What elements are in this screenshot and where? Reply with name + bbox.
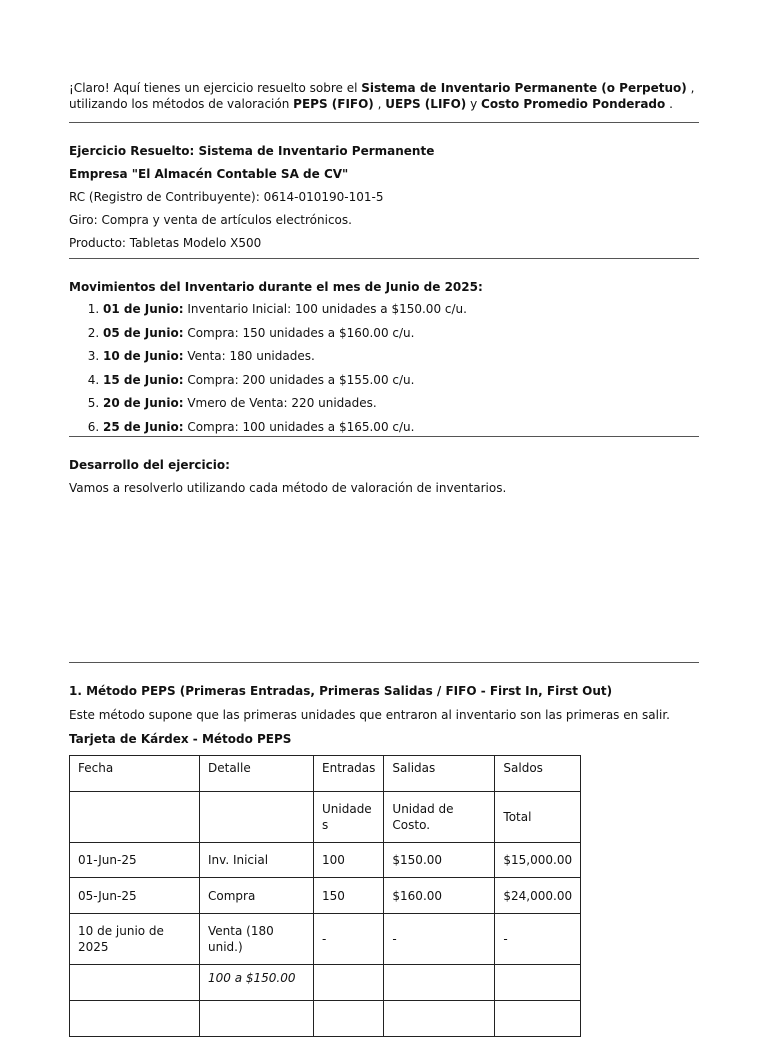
header-cell: Fecha xyxy=(70,756,200,792)
divider xyxy=(69,436,699,437)
movement-date: 15 de Junio: xyxy=(103,372,184,387)
intro-text: ¡Claro! Aquí tienes un ejercicio resuelto sobre el xyxy=(69,81,362,95)
table-header-row xyxy=(70,756,581,792)
table-cell: Venta (180 unid.) xyxy=(200,914,314,965)
peps-section xyxy=(69,683,699,1037)
intro-text: , utilizando los métodos de valoración xyxy=(69,81,695,111)
list-item xyxy=(103,395,699,411)
movement-date: 10 de Junio: xyxy=(103,349,184,363)
intro-bold-system: Sistema de Inventario Permanente (o Perpetuo) xyxy=(361,81,687,95)
list-item xyxy=(103,348,699,364)
header-cell: Entradas xyxy=(314,756,384,792)
peps-heading: 1. Método PEPS (Primeras Entradas, Primeras Salidas / FIFO - First In, First Out) xyxy=(69,684,613,698)
movement-text: Venta: 180 unidades. xyxy=(183,349,315,363)
header-cell: Salidas xyxy=(384,756,495,792)
movement-date: 01 de Junio: xyxy=(103,302,184,316)
intro-bold-peps: PEPS (FIFO) xyxy=(293,97,374,111)
table-cell xyxy=(384,1001,495,1037)
company-giro: Giro: Compra y venta de artículos electrónicos. xyxy=(69,213,352,227)
intro-bold-ueps: UEPS (LIFO) xyxy=(385,97,467,111)
table-cell xyxy=(495,1001,581,1037)
exercise-heading: Ejercicio Resuelto: Sistema de Inventario Permanente xyxy=(69,144,435,158)
movement-date: 25 de Junio: xyxy=(103,419,184,434)
company-name: Empresa "El Almacén Contable SA de CV" xyxy=(69,167,349,181)
kardex-table xyxy=(69,755,581,1037)
table-cell: - xyxy=(314,914,384,965)
movements-list xyxy=(69,301,699,435)
table-cell: 150 xyxy=(314,878,384,914)
subheader-cell xyxy=(200,792,314,843)
movement-date: 05 de Junio: xyxy=(103,325,184,340)
table-cell: $150.00 xyxy=(384,843,495,878)
table-row xyxy=(70,914,581,965)
table-cell xyxy=(200,1001,314,1037)
intro-text: y xyxy=(466,97,482,111)
intro-paragraph xyxy=(69,80,699,112)
table-cell: - xyxy=(384,914,495,965)
movement-text: Compra: 150 unidades a $160.00 c/u. xyxy=(183,325,415,340)
table-cell: $24,000.00 xyxy=(495,878,581,914)
movements-section xyxy=(69,279,699,435)
table-cell: 100 a $150.00 xyxy=(200,965,314,1001)
table-cell xyxy=(314,965,384,1001)
movement-text: Inventario Inicial: 100 unidades a $150.00 c/u. xyxy=(183,302,467,316)
peps-description: Este método supone que las primeras unidades que entraron al inventario son las primeras en salir. xyxy=(69,708,670,722)
table-row xyxy=(70,965,581,1001)
document xyxy=(69,80,699,1037)
list-item xyxy=(103,419,699,435)
table-cell: - xyxy=(495,914,581,965)
kardex-title: Tarjeta de Kárdex - Método PEPS xyxy=(69,732,292,746)
table-cell: 05-Jun-25 xyxy=(70,878,200,914)
intro-text: . xyxy=(665,97,673,111)
movement-date: 20 de Junio: xyxy=(103,396,184,410)
subheader-cell: Unidades xyxy=(314,792,384,843)
development-text: Vamos a resolverlo utilizando cada método de valoración de inventarios. xyxy=(69,481,507,495)
movements-heading: Movimientos del Inventario durante el mes de Junio de 2025: xyxy=(69,280,483,294)
table-cell: 01-Jun-25 xyxy=(70,843,200,878)
table-cell: $15,000.00 xyxy=(495,843,581,878)
list-item xyxy=(103,372,699,388)
table-cell: 100 xyxy=(314,843,384,878)
list-item xyxy=(103,301,699,317)
table-cell xyxy=(70,1001,200,1037)
company-product: Producto: Tabletas Modelo X500 xyxy=(69,236,262,250)
movement-text: Vmero de Venta: 220 unidades. xyxy=(183,396,377,410)
table-cell: $160.00 xyxy=(384,878,495,914)
divider xyxy=(69,662,699,663)
table-cell: 10 de junio de 2025 xyxy=(70,914,200,965)
table-row xyxy=(70,878,581,914)
subheader-cell xyxy=(70,792,200,843)
table-cell: Inv. Inicial xyxy=(200,843,314,878)
divider xyxy=(69,122,699,123)
header-cell: Detalle xyxy=(200,756,314,792)
subheader-cell: Total xyxy=(495,792,581,843)
list-item xyxy=(103,325,699,341)
movement-text: Compra: 100 unidades a $165.00 c/u. xyxy=(183,419,415,434)
divider xyxy=(69,258,699,259)
table-subheader-row xyxy=(70,792,581,843)
table-cell xyxy=(495,965,581,1001)
table-row xyxy=(70,843,581,878)
intro-text: , xyxy=(373,97,386,111)
movement-text: Compra: 200 unidades a $155.00 c/u. xyxy=(183,372,415,387)
development-section xyxy=(69,457,699,496)
company-section xyxy=(69,143,699,251)
intro-bold-average: Costo Promedio Ponderado xyxy=(481,97,666,111)
table-row xyxy=(70,1001,581,1037)
table-cell xyxy=(314,1001,384,1037)
header-cell: Saldos xyxy=(495,756,581,792)
table-cell xyxy=(384,965,495,1001)
table-cell: Compra xyxy=(200,878,314,914)
subheader-cell: Unidad de Costo. xyxy=(384,792,495,843)
company-rc: RC (Registro de Contribuyente): 0614-010190-101-5 xyxy=(69,190,384,204)
development-heading: Desarrollo del ejercicio: xyxy=(69,458,230,472)
table-cell xyxy=(70,965,200,1001)
